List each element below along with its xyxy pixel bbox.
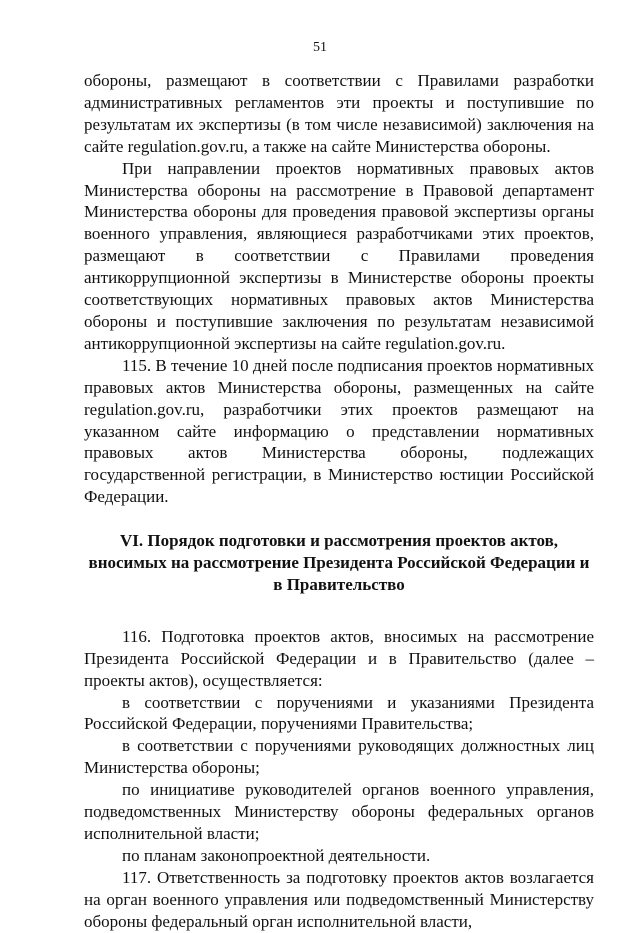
section-heading	[84, 508, 594, 626]
list-item-initiative: по инициативе руководителей органов военного управления, подведомственных Министерству обороны федеральных органов исполнительной власти;	[84, 780, 594, 843]
paragraph-continuation: обороны, размещают в соответствии с Правилами разработки административных регламентов эти проекты и поступившие по результатам их экспертизы (в том числе независимой) заключения на сайте regulation.gov.ru, а также на сайте Министерства обороны.	[84, 71, 594, 156]
list-item-president-orders: в соответствии с поручениями и указаниями Президента Российской Федерации, поручениями Правительства;	[84, 692, 594, 734]
paragraph-antikorruption: При направлении проектов нормативных правовых актов Министерства обороны на рассмотрение в Правовой департамент Министерства обороны для проведения правовой экспертизы органы военного управления, являющиеся разработчиками этих проектов, размещают в соответствии с Правилами проведения антикоррупционной экспертизы в Министерстве обороны проекты соответствующих нормативных правовых актов Министерства обороны и поступившие заключения по результатам независимой антикоррупционной экспертизы на сайте regulation.gov.ru.	[84, 158, 594, 353]
section-heading-line-2: вносимых на рассмотрение Президента Российской Федерации и	[88, 553, 590, 573]
paragraph-115: 115. В течение 10 дней после подписания проектов нормативных правовых актов Министерства обороны, размещенных на сайте regulation.gov.ru, разработчики этих проектов размещают на указанном сайте информацию о представлении нормативных правовых актов Министерства обороны, подлежащих государственной регистрации, в Министерство юстиции Российской Федерации.	[84, 355, 594, 507]
list-item-ministry-orders: в соответствии с поручениями руководящих должностных лиц Министерства обороны;	[84, 736, 594, 778]
document-body	[84, 70, 594, 933]
section-heading-line-3: в Правительство	[273, 574, 405, 594]
section-heading-line-1: VI. Порядок подготовки и рассмотрения проектов актов,	[119, 531, 559, 551]
paragraph-117: 117. Ответственность за подготовку проектов актов возлагается на орган военного управления или подведомственный Министерству обороны федеральный орган исполнительной власти,	[84, 867, 594, 931]
paragraph-116: 116. Подготовка проектов актов, вносимых на рассмотрение Президента Российской Федерации и в Правительство (далее – проекты актов), осуществляется:	[84, 626, 594, 690]
page-number: 51	[313, 40, 327, 55]
list-item-plans: по планам законопроектной деятельности.	[122, 845, 431, 865]
